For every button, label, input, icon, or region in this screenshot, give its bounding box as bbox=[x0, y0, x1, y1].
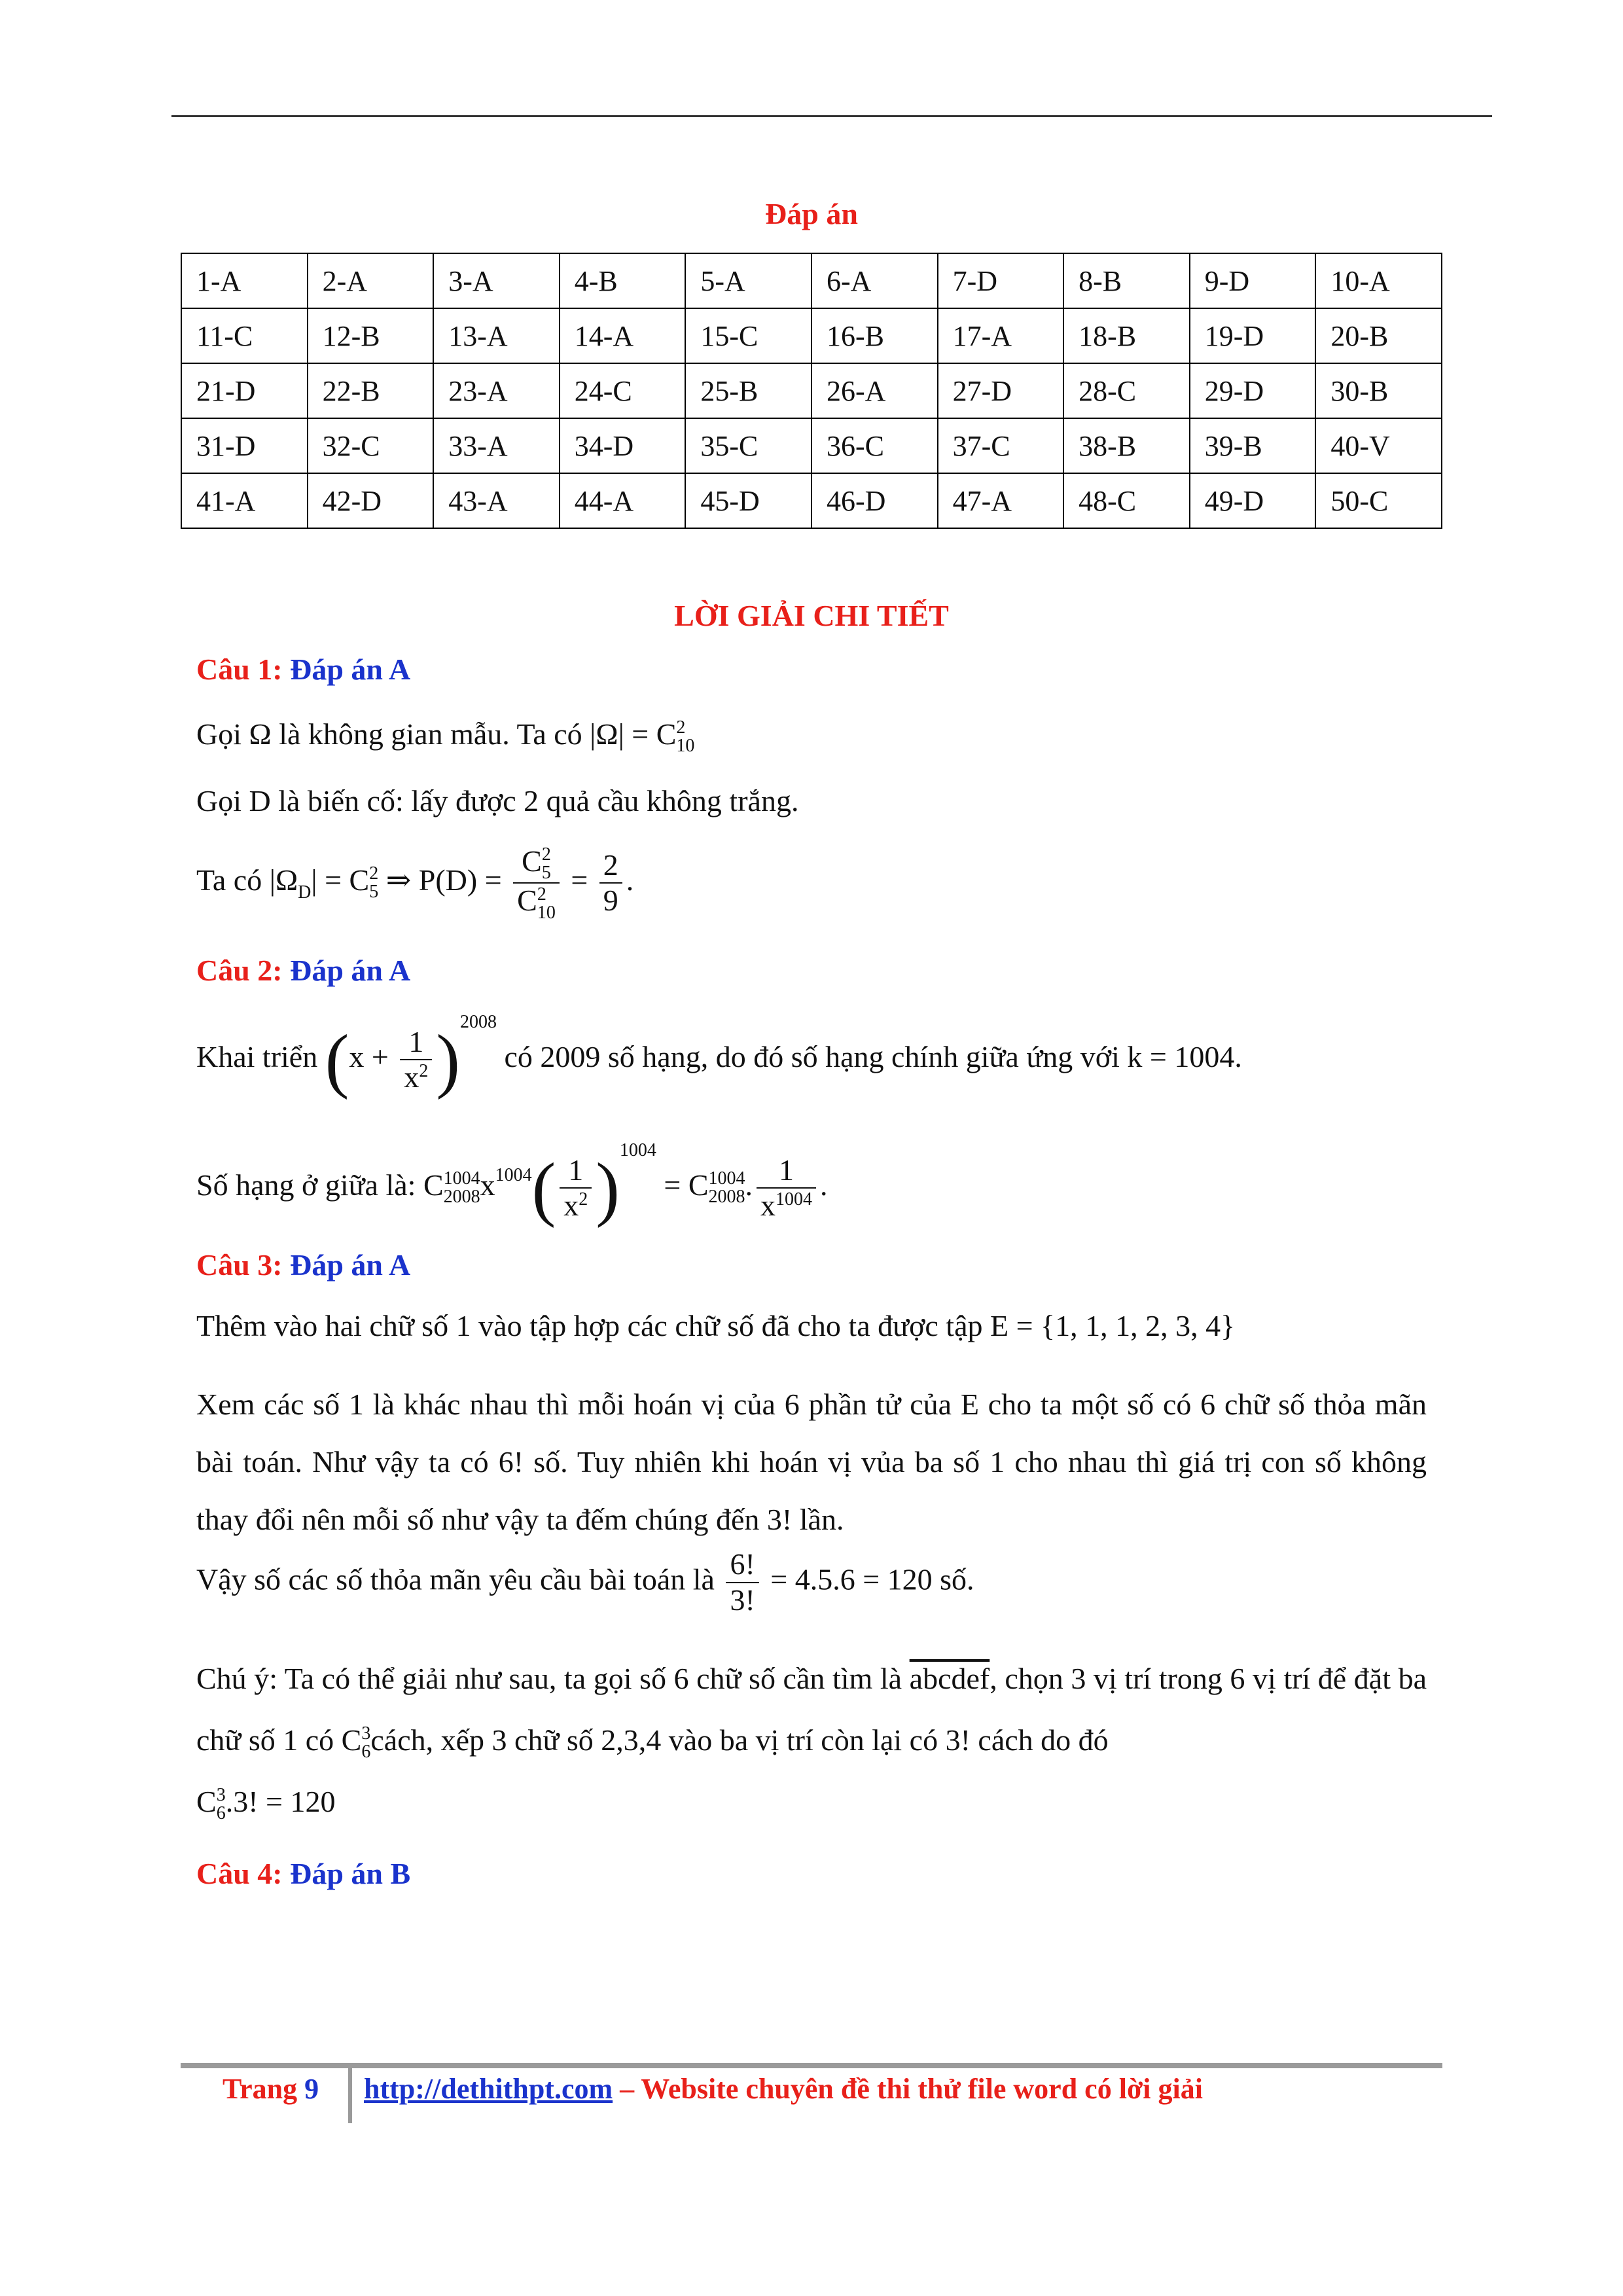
answer-cell: 27-D bbox=[938, 363, 1064, 418]
answer-cell: 21-D bbox=[181, 363, 308, 418]
formula: C 1004 2008 $x^{1004}$( $\frac{1}{x^2}$ )$^{1004}$ = C 1004 2008 . $\frac{1}{x^{1004}}$ . bbox=[423, 1140, 828, 1229]
answer-cell: 6-A bbox=[812, 253, 938, 308]
answer-cell: 22-B bbox=[308, 363, 434, 418]
answer-cell: 16-B bbox=[812, 308, 938, 363]
q1-line-2: Gọi D là biến cố: lấy được 2 quả cầu không trắng. bbox=[196, 784, 799, 817]
text: cách, xếp 3 chữ số 2,3,4 vào ba vị trí còn lại có 3! cách do đó bbox=[370, 1723, 1109, 1757]
answer-cell: 38-B bbox=[1063, 418, 1190, 473]
formula: (x + $\frac{1}{x^2}$ )$^{2008}$ bbox=[325, 1012, 497, 1100]
answer-cell: 45-D bbox=[685, 473, 812, 528]
answer-cell: 20-B bbox=[1315, 308, 1442, 363]
answer-cell: 39-B bbox=[1190, 418, 1316, 473]
answer-row bbox=[181, 363, 1442, 418]
text: Ta có bbox=[196, 863, 262, 897]
fraction: $\frac{6!}{3!}$ bbox=[726, 1547, 758, 1618]
answer-table bbox=[181, 253, 1442, 529]
answer-cell: 17-A bbox=[938, 308, 1064, 363]
footer-tagline: – Website chuyên đề thi thử file word có lời giải bbox=[613, 2073, 1203, 2105]
omega-symbol: Ω bbox=[249, 717, 272, 751]
text: Số hạng ở giữa là: bbox=[196, 1168, 416, 1202]
formula: C 3 6 .3! = 120 bbox=[196, 1785, 336, 1824]
answer-cell: 50-C bbox=[1315, 473, 1442, 528]
answer-cell: 41-A bbox=[181, 473, 308, 528]
answer-cell: 23-A bbox=[433, 363, 560, 418]
answer-cell: 34-D bbox=[560, 418, 686, 473]
footer-separator bbox=[348, 2063, 352, 2123]
text: Vậy số các số thỏa mãn yêu cầu bài toán là bbox=[196, 1562, 715, 1596]
answer-cell: 15-C bbox=[685, 308, 812, 363]
answer-cell: 46-D bbox=[812, 473, 938, 528]
answer-cell: 32-C bbox=[308, 418, 434, 473]
footer-page bbox=[223, 2072, 319, 2106]
website-link[interactable]: http://dethithpt.com bbox=[364, 2073, 613, 2105]
text: có 2009 số hạng, do đó số hạng chính giữa ứng với bbox=[504, 1040, 1120, 1073]
q2-line-1 bbox=[196, 1011, 1427, 1100]
footer-rule bbox=[181, 2063, 1442, 2068]
page-label: Trang bbox=[223, 2073, 298, 2105]
answer-cell: 10-A bbox=[1315, 253, 1442, 308]
answer-cell: 1-A bbox=[181, 253, 308, 308]
formula: $|\Omega_D| = C$ 2 5 ⇒ P(D) = C 2 5 C 2 10 = $\frac{2}{9}$ . bbox=[269, 844, 634, 923]
question-label: Câu 1: bbox=[196, 653, 283, 686]
text: là không gian mẫu. Ta có bbox=[279, 717, 582, 751]
answer-cell: 29-D bbox=[1190, 363, 1316, 418]
answer-cell: 8-B bbox=[1063, 253, 1190, 308]
answer-cell: 36-C bbox=[812, 418, 938, 473]
q3-paragraph-1: Xem các số 1 là khác nhau thì mỗi hoán vị của 6 phần tử của E cho ta một số có 6 chữ số thỏa mãn bài toán. Như vậy ta có 6! số. Tuy nhiên khi hoán vị vủa ba số 1 cho nhau thì giá trị con số không thay đổi nên mỗi số như vậy ta đếm chúng đến 3! lần. bbox=[196, 1388, 1427, 1536]
q1-line-3 bbox=[196, 844, 1427, 922]
section-title: LỜI GIẢI CHI TIẾT bbox=[674, 599, 949, 632]
answer-cell: 43-A bbox=[433, 473, 560, 528]
answer-cell: 13-A bbox=[433, 308, 560, 363]
answer-cell: 48-C bbox=[1063, 473, 1190, 528]
answer-cell: 11-C bbox=[181, 308, 308, 363]
answer-cell: 33-A bbox=[433, 418, 560, 473]
text: Khai triển bbox=[196, 1040, 318, 1073]
text: Gọi bbox=[196, 717, 241, 751]
answer-cell: 3-A bbox=[433, 253, 560, 308]
question-label: Câu 4: bbox=[196, 1857, 283, 1890]
answer-cell: 40-V bbox=[1315, 418, 1442, 473]
answer-cell: 26-A bbox=[812, 363, 938, 418]
top-rule bbox=[171, 115, 1492, 117]
answer-cell: 24-C bbox=[560, 363, 686, 418]
answer-cell: 9-D bbox=[1190, 253, 1316, 308]
question-answer: Đáp án A bbox=[290, 954, 411, 987]
answer-cell: 35-C bbox=[685, 418, 812, 473]
text: Chú ý: Ta có thể giải như sau, ta gọi số 6 chữ số cần tìm là bbox=[196, 1662, 902, 1695]
answer-cell: 28-C bbox=[1063, 363, 1190, 418]
q2-line-2 bbox=[196, 1139, 1427, 1229]
text: Thêm vào hai chữ số 1 vào tập hợp các chữ số đã cho ta được tập bbox=[196, 1309, 983, 1342]
answer-cell: 7-D bbox=[938, 253, 1064, 308]
q1-line-1 bbox=[196, 715, 1427, 755]
formula: E = {1, 1, 1, 2, 3, 4} bbox=[990, 1309, 1236, 1342]
answer-row bbox=[181, 308, 1442, 363]
text: k = 1004. bbox=[1127, 1040, 1242, 1073]
answer-cell: 14-A bbox=[560, 308, 686, 363]
formula: |Ω| = C 2 10 bbox=[590, 717, 695, 757]
question-answer: Đáp án A bbox=[290, 1248, 411, 1282]
question-1-title bbox=[196, 652, 410, 687]
answer-row bbox=[181, 473, 1442, 528]
question-3-title bbox=[196, 1247, 410, 1282]
text: , chọn 3 vị trí trong 6 vị trí để đặt ba chữ số 1 có bbox=[196, 1662, 1427, 1757]
question-2-title bbox=[196, 953, 410, 988]
answer-cell: 30-B bbox=[1315, 363, 1442, 418]
answer-cell: 2-A bbox=[308, 253, 434, 308]
formula: C 3 6 bbox=[341, 1723, 371, 1763]
answer-cell: 25-B bbox=[685, 363, 812, 418]
footer-text bbox=[364, 2072, 1203, 2106]
q3-line-5 bbox=[196, 1547, 1427, 1618]
question-label: Câu 3: bbox=[196, 1248, 283, 1282]
answer-cell: 31-D bbox=[181, 418, 308, 473]
question-answer: Đáp án B bbox=[290, 1857, 411, 1890]
answer-cell: 5-A bbox=[685, 253, 812, 308]
question-4-title bbox=[196, 1856, 410, 1891]
number-word: abcdef bbox=[909, 1662, 990, 1695]
answer-row bbox=[181, 418, 1442, 473]
answer-cell: 37-C bbox=[938, 418, 1064, 473]
answer-cell: 12-B bbox=[308, 308, 434, 363]
question-label: Câu 2: bbox=[196, 954, 283, 987]
question-answer: Đáp án A bbox=[290, 653, 411, 686]
answer-cell: 44-A bbox=[560, 473, 686, 528]
answer-cell: 49-D bbox=[1190, 473, 1316, 528]
answer-row bbox=[181, 253, 1442, 308]
text: .3! = 120 bbox=[225, 1785, 336, 1818]
q3-line-1 bbox=[196, 1306, 1427, 1346]
answer-cell: 18-B bbox=[1063, 308, 1190, 363]
text: = 4.5.6 = 120 số. bbox=[770, 1562, 974, 1596]
answer-cell: 4-B bbox=[560, 253, 686, 308]
answers-title: Đáp án bbox=[765, 197, 858, 230]
page-number: 9 bbox=[304, 2073, 319, 2105]
answer-cell: 47-A bbox=[938, 473, 1064, 528]
answer-cell: 19-D bbox=[1190, 308, 1316, 363]
answer-cell: 42-D bbox=[308, 473, 434, 528]
q3-paragraph-2 bbox=[196, 1648, 1427, 1833]
